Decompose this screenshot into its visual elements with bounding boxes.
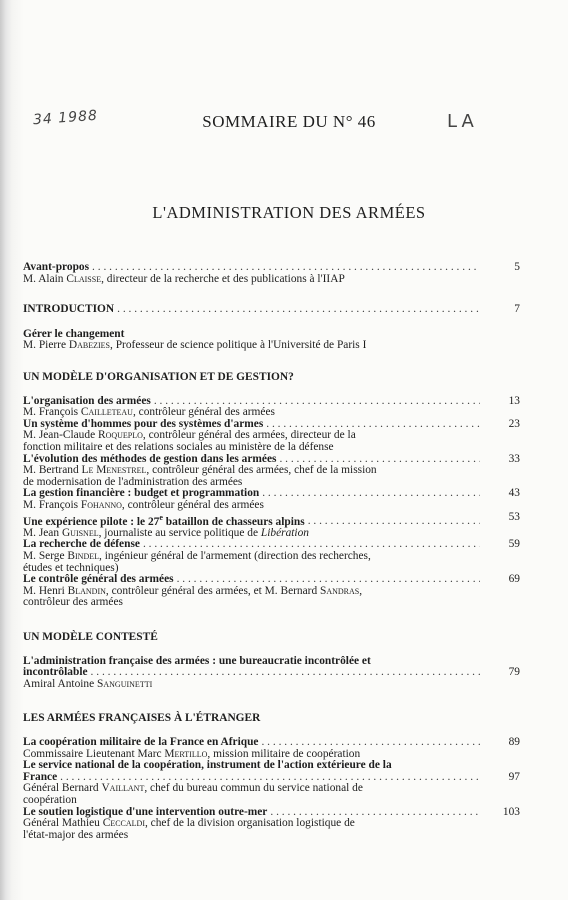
- page-number: 5: [514, 261, 520, 273]
- toc-entry-avant-propos: [23, 261, 520, 285]
- toc-entry: [23, 510, 520, 540]
- entry-author: M. Jean Guisnel, journaliste au service politique de Libération: [23, 526, 309, 539]
- entry-author-cont: contrôleur des armées: [23, 596, 123, 609]
- entry-author: M. François Fohanno, contrôleur général des armées: [23, 498, 264, 511]
- entry-author: Amiral Antoine Sanguinetti: [23, 677, 153, 690]
- toc-entry-gerer: [23, 329, 483, 352]
- entry-author: M. François Cailleteau, contrôleur général des armées: [23, 406, 275, 419]
- handwritten-note-right: LA: [447, 111, 478, 132]
- entry-title: L'évolution des méthodes de gestion dans les armées: [23, 452, 277, 465]
- toc-entry: [23, 573, 520, 609]
- entry-title: Le contrôle général des armées: [23, 573, 174, 586]
- page-number: 59: [508, 538, 520, 551]
- toc-entry: [23, 654, 520, 691]
- dot-leader: [117, 304, 480, 316]
- entry-title: La coopération militaire de la France en Afrique: [23, 736, 259, 749]
- entry-title: La gestion financière : budget et programmation: [23, 487, 260, 500]
- entry-author: M. Alain Claisse, directeur de la recherche et des publications à l'IIAP: [23, 272, 345, 285]
- page-number: 53: [508, 510, 520, 523]
- page-number: 23: [508, 417, 520, 430]
- page-number: 89: [508, 736, 520, 749]
- section-heading-3: LES ARMÉES FRANÇAISES À L'ÉTRANGER: [23, 712, 261, 725]
- toc-entry: [23, 538, 520, 574]
- toc-entry: [23, 452, 520, 489]
- entry-author: M. Serge Bindel, ingénieur général de l'armement (direction des recherches,: [23, 550, 371, 563]
- section-heading-1: UN MODÈLE D'ORGANISATION ET DE GESTION?: [23, 370, 294, 383]
- entry-title: L'administration française des armées : une bureaucratie incontrôlée et: [23, 654, 371, 667]
- entry-author: M. Jean-Claude Roqueplo, contrôleur général des armées, directeur de la: [23, 429, 356, 442]
- page-number: 13: [508, 394, 520, 407]
- page-number: 7: [514, 303, 520, 316]
- entry-title: La recherche de défense: [23, 538, 140, 551]
- entry-title-cont: France: [23, 770, 58, 783]
- entry-author-cont: études et techniques): [23, 561, 119, 574]
- entry-title: Le service national de la coopération, instrument de l'action extérieure de la: [23, 759, 392, 772]
- toc-entry: [23, 487, 520, 511]
- toc-entry: [23, 759, 520, 806]
- entry-author-cont: fonction militaire et des relations sociales au ministère de la défense: [23, 440, 334, 453]
- entry-title: Le soutien logistique d'une intervention outre-mer: [23, 805, 268, 818]
- entry-title: Avant-propos: [23, 261, 90, 273]
- dot-leader: [262, 488, 480, 500]
- entry-title-cont: incontrôlable: [23, 666, 88, 679]
- page-subtitle: L'ADMINISTRATION DES ARMÉES: [152, 203, 426, 222]
- toc-entry-introduction: [23, 303, 520, 316]
- page-number: 69: [508, 573, 520, 586]
- toc-entry: [23, 394, 520, 419]
- entry-author: Général Mathieu Ceccaldi, chef de la division organisation logistique de: [23, 817, 355, 830]
- entry-author: M. Henri Blandin, contrôleur général des armées, et M. Bernard Sandras,: [23, 584, 363, 597]
- entry-author: Commissaire Lieutenant Marc Mertillo, mission militaire de coopération: [23, 747, 361, 760]
- entry-author: M. Pierre Dabezies, Professeur de science politique à l'Université de Paris I: [23, 339, 367, 352]
- entry-author: M. Bertrand Le Menestrel, contrôleur général des armées, chef de la mission: [23, 464, 377, 477]
- handwritten-note-left: 34 1988: [32, 107, 99, 129]
- page-number: 103: [502, 805, 520, 818]
- entry-title: INTRODUCTION: [23, 303, 115, 316]
- toc-entry: [23, 805, 520, 842]
- toc-entry: [23, 417, 520, 454]
- page-number: 97: [508, 770, 520, 783]
- table-of-contents: [23, 261, 520, 841]
- section-heading-2: UN MODÈLE CONTESTÉ: [23, 631, 158, 644]
- entry-title: Gérer le changement: [23, 327, 125, 340]
- page-number: 33: [508, 452, 520, 465]
- entry-author: Général Bernard Vaillant, chef du bureau commun du service national de: [23, 782, 363, 795]
- dot-leader: [308, 516, 480, 528]
- toc-entry: [23, 736, 520, 760]
- entry-author-cont: coopération: [23, 793, 77, 806]
- entry-title: Une expérience pilote : le 27e bataillon de chasseurs alpins: [23, 512, 305, 528]
- entry-title: Un système d'hommes pour des systèmes d'armes: [23, 417, 264, 430]
- page-number: 43: [508, 487, 520, 500]
- entry-title: L'organisation des armées: [23, 394, 151, 407]
- page-title: SOMMAIRE DU N° 46: [202, 112, 376, 131]
- entry-author-cont: de modernisation de l'administration des armées: [23, 475, 243, 488]
- entry-author-cont: l'état-major des armées: [23, 828, 129, 841]
- page-number: 79: [508, 666, 520, 679]
